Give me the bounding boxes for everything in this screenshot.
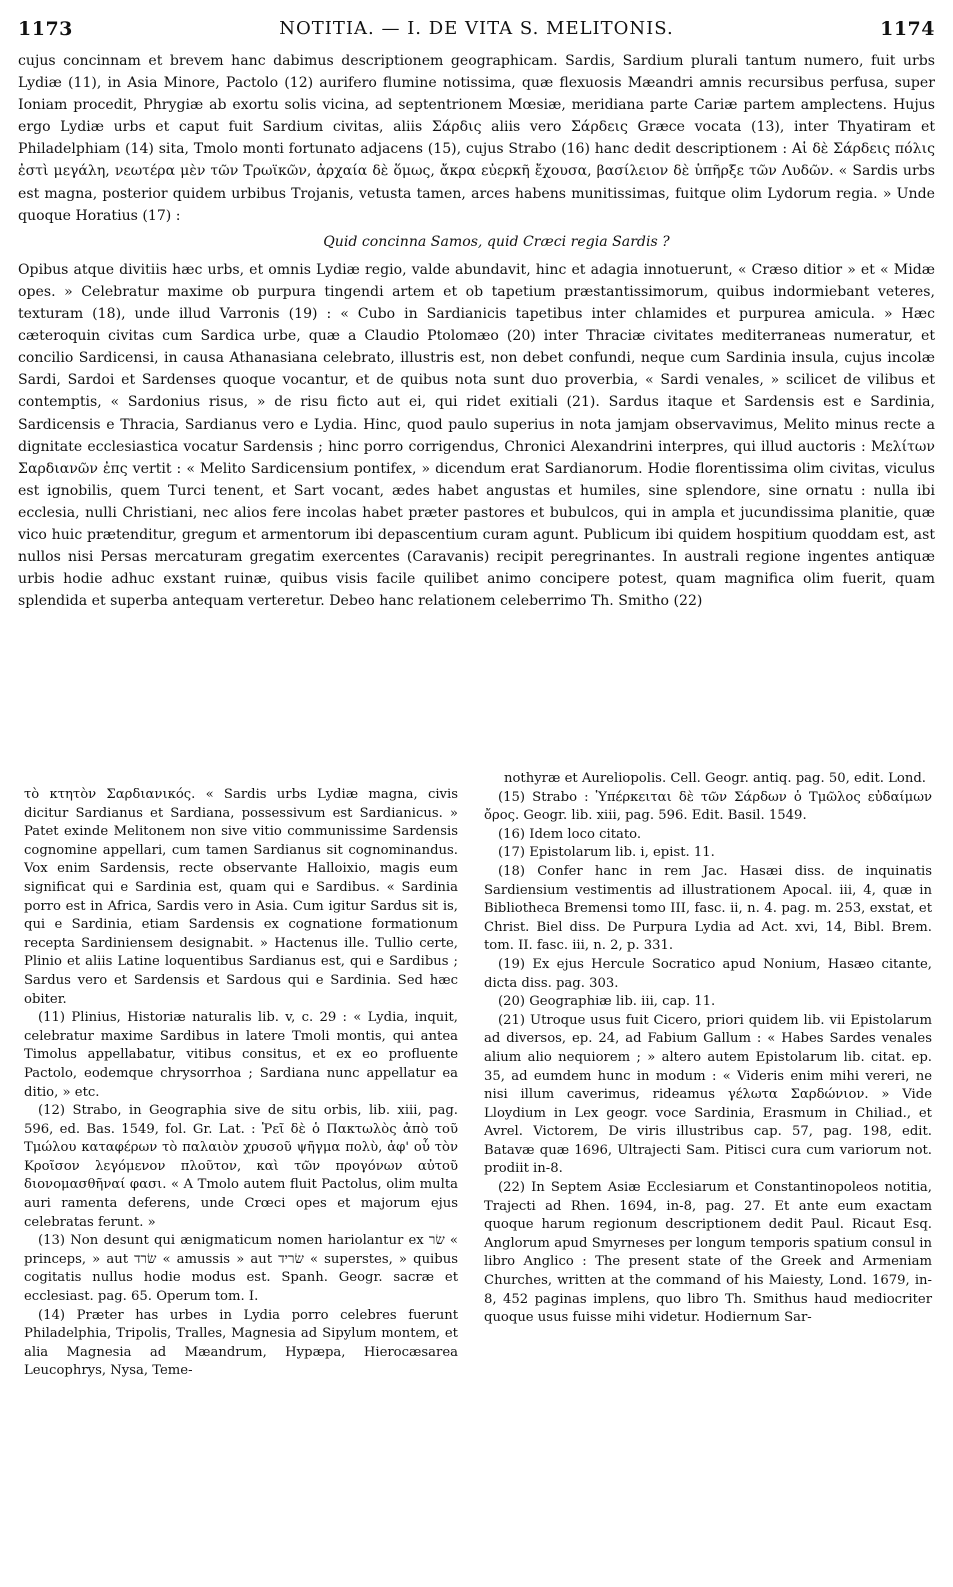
footnote-13: (13) Non desunt qui ænigmaticum nomen hariolantur ex שׂר « princeps, » aut שׂרד « amussis » aut שׂריד « superstes, » quibus cogitatis nullus hodie modus est. Spanh. Geogr. sacræ et ecclesiast. pag. 65. Operum tom. I. (24, 1233, 459, 1305)
running-header (18, 14, 935, 44)
running-title: NOTITIA. — I. DE VITA S. MELITONIS. (279, 18, 674, 39)
footnote-14: (14) Præter has urbes in Lydia porro celebres fuerunt Philadelphia, Tripolis, Tralles, Magnesia ad Sipylum montem, et alia Magnesia ad Mæandrum, Hypæpa, Hierocæsarea Leucophrys, Nysa, Teme- (24, 1307, 458, 1379)
footnote-12: (12) Strabo, in Geographia sive de situ orbis, lib. xiii, pag. 596, ed. Bas. 1549, fol. Gr. Lat. : Ῥεῖ δὲ ὁ Πακτωλὸς ἀπὸ τοῦ Τμώλου καταφέρων τὸ παλαιὸν χρυσοῦ ψῆγμα πολὺ, ἀφ' οὗ τὸν Κροῖσον λεγόμενον πλοῦτον, καὶ τῶν προγόνων αὐτοῦ διονομασθῆναί φασι. « A Tmolo autem fluit Pactolus, olim multa auri ramenta deferens, unde Crœci opes et majorum ejus celebratas ferunt. » (24, 1103, 458, 1230)
footnote-21: (21) Utroque usus fuit Cicero, priori quidem lib. vii Epistolarum ad diversos, ep. 24, ad Fabium Gallum : « Habes Sardes venales alium alio nequiorem ; » altero autem Epistolarum lib. citat. ep. 35, ad eumdem hunc in modum : « Videris enim mihi vereri, ne nisi illum caverimus, rideamus γέλωτα Σαρδώνιον. » Vide Lloydium in Lex geogr. voce Sardinia, Erasmum in Chiliad., et Avrel. Victorem, De viris illustribus cap. 57, pag. 198, edit. Batavæ quæ 1696, Ultrajecti Sam. Pitisci cura cum variorum not. prodiit in-8. (484, 1012, 932, 1177)
right-column-number: 1174 (880, 18, 935, 40)
footnote-14-continuation: nothyræ et Aureliopolis. Cell. Geogr. antiq. pag. 50, edit. Lond. (504, 771, 926, 786)
footnote-19: (19) Ex ejus Hercule Socratico apud Nonium, Hasæo citante, dicta diss. pag. 303. (484, 956, 932, 991)
footnote-continuation: τὸ κτητὸν Σαρδιανικός. « Sardis urbs Lydiæ magna, civis dicitur Sardianus et Sardiana, possessivum est Sardianicus. » Patet exinde Melitonem non sive vitio communissime Sardensis cognomine appellari, cum tamen Sardianus sit cognominandus. Vox enim Sardensis, recte observante Halloixio, magis eum significat qui e Sardinia est, quam qui e Sardibus. « Sardinia porro est in Africa, Sardis vero in Asia. Cum igitur Sardus sit is, qui e Sardinia, etiam Sardensis ex cognatione formationum recepta Sardiniensem designabit. » Hactenus ille. Tullio certe, Plinio et aliis Latine loquentibus Sardianus est, qui e Sardibus ; Sardus vero et Sardensis et Sardous qui e Sardinia. Sed hæc obiter. (24, 787, 458, 1007)
footnotes-right-column (484, 770, 932, 1328)
footnote-15: (15) Strabo : Ὑπέρκειται δὲ τῶν Σάρδων ὁ Τμῶλος εὐδαίμων ὄρος. Geogr. lib. xiii, pag. 596. Edit. Basil. 1549. (484, 789, 932, 824)
footnote-20: (20) Geographiæ lib. iii, cap. 11. (498, 994, 716, 1010)
book-page (18, 14, 935, 1579)
main-paragraph-2: Opibus atque divitiis hæc urbs, et omnis Lydiæ regio, valde abundavit, hinc et adagia innotuerunt, « Cræso ditior » et « Midæ opes. » Celebratur maxime ob purpura tingendi artem et ob tapetium præstantissimorum, quibus indormiebant veteres, texturam (18), unde illud Varronis (19) : « Cubo in Sardianicis tapetibus inter chlamides et purpurea amicula. » Hæc cæteroquin civitas cum Sardica urbe, quæ a Claudio Ptolomæo (20) inter Thraciæ civitates mediterraneas numeratur, et concilio Sardicensi, in causa Athanasiana celebrato, illustris est, non debet confundi, neque cum Sardinia insula, cujus incolæ Sardi, Sardoi et Sardenses quoque vocantur, et de quibus nota sunt duo proverbia, « Sardi venales, » scilicet de vilibus et contemptis, « Sardonius risus, » de risu ficto aut ei, qui ridet exitiali (21). Sardus itaque et Sardensis est e Sardinia, Sardicensis e Thracia, Sardianus vero e Lydia. Hinc, quod paulo superius in nota jamjam observavimus, Melito minus recte a dignitate ecclesiastica vocatur Sardensis ; hinc porro corrigendus, Chronici Alexandrini interpres, qui illud auctoris : Μελίτων Σαρδιανῶν ἐπς vertit : « Melito Sardicensium pontifex, » dicendum erat Sardianorum. Hodie florentissima olim civitas, viculus est ignobilis, quem Turci tenent, et Sart vocant, ædes habet angustas et humiles, sine splendore, sine ornatu : nulla ibi ecclesia, nulli Christiani, nec alios fere incolas habet præter pastores et bubulcos, qui in ampla et jucundissima planitie, quæ vico huic prætenditur, gregum et armentorum ibi depascentium curam agunt. Publicum ibi quidem hospitium quoddam est, ast nullos nisi Persas mercaturam gregatim exercentes (Caravanis) recipit peregrinantes. In australi regione ingentes antiquæ urbis hodie adhuc exstant ruinæ, quibus visis facile quilibet animo concipere potest, quam magnifica olim fuerit, quam splendida et superba antequam verteretur. Debeo hanc relationem celeberrimo Th. Smitho (22) (18, 261, 935, 610)
main-text (18, 50, 935, 612)
footnotes-left-column (24, 786, 458, 1381)
footnote-11: (11) Plinius, Historiæ naturalis lib. v, c. 29 : « Lydia, inquit, celebratur maxime Sardibus in latere Tmoli montis, qui antea Timolus appellabatur, vitibus consitus, et ex eo profluente Pactolo, eodemque chrysorrhoa ; Sardiana nunc appellatur ea ditio, » etc. (24, 1010, 458, 1100)
footnote-22: (22) In Septem Asiæ Ecclesiarum et Constantinopoleos notitia, Trajecti ad Rhen. 1694, in-8, pag. 27. Et ante eum exactam quoque harum regionum descriptionem dedit Paul. Ricaut Esq. Anglorum apud Smyrneses per longum temporis spatium consul in libro Anglico : The present state of the Greek and Armeniam Churches, written at the command of his Maiesty, Lond. 1679, in-8, 452 paginas implens, quo libro Th. Smithus haud mediocriter quoque usus fuisse mihi videtur. Hodiernum Sar- (484, 1180, 932, 1326)
left-column-number: 1173 (18, 18, 73, 40)
footnote-18: (18) Confer hanc in rem Jac. Hasæi diss. de inquinatis Sardiensium vestimentis ad illustrationem Apocal. iii, 4, quæ in Bibliotheca Bremensi tomo III, fasc. ii, n. 4. pag. m. 253, exstat, et Christ. Biel diss. De Purpura Lydia ad Act. xvi, 14, Bibl. Brem. tom. II. fasc. iii, n. 2, p. 331. (484, 863, 932, 954)
horace-verse: Quid concinna Samos, quid Cræci regia Sardis ? (323, 233, 670, 250)
footnotes (18, 771, 935, 1576)
footnote-16: (16) Idem loco citato. (498, 826, 642, 842)
footnote-17: (17) Epistolarum lib. i, epist. 11. (498, 845, 715, 861)
main-paragraph-1: cujus concinnam et brevem hanc dabimus descriptionem geographicam. Sardis, Sardium plurali tantum numero, fuit urbs Lydiæ (11), in Asia Minore, Pactolo (12) aurifero flumine notissima, quæ flexuosis Mæandri amnis recursibus perfusa, super Ioniam procedit, Phrygiæ ab exortu solis vicina, ad septentrionem Mœsiæ, meridiana parte Cariæ partem amplectens. Hujus ergo Lydiæ urbs et caput fuit Sardium civitas, aliis Σάρδις aliis vero Σάρδεις Græce vocata (13), inter Thyatiram et Philadelphiam (14) sita, Tmolo monti fortunato adjacens (15), cujus Strabo (16) hanc dedit descriptionem : Αἱ δὲ Σάρδεις πόλις ἐστὶ μεγάλη, νεωτέρα μὲν τῶν Τρωϊκῶν, ἀρχαία δὲ ὅμως, ἄκρα εὐερκῆ ἔχουσα, βασίλειον δὲ ὑπῆρξε τῶν Λυδῶν. « Sardis urbs est magna, posterior quidem urbibus Trojanis, vetusta tamen, arces habens munitissimas, fuitque olim Lydorum regia. » Unde quoque Horatius (17) : (18, 53, 935, 224)
